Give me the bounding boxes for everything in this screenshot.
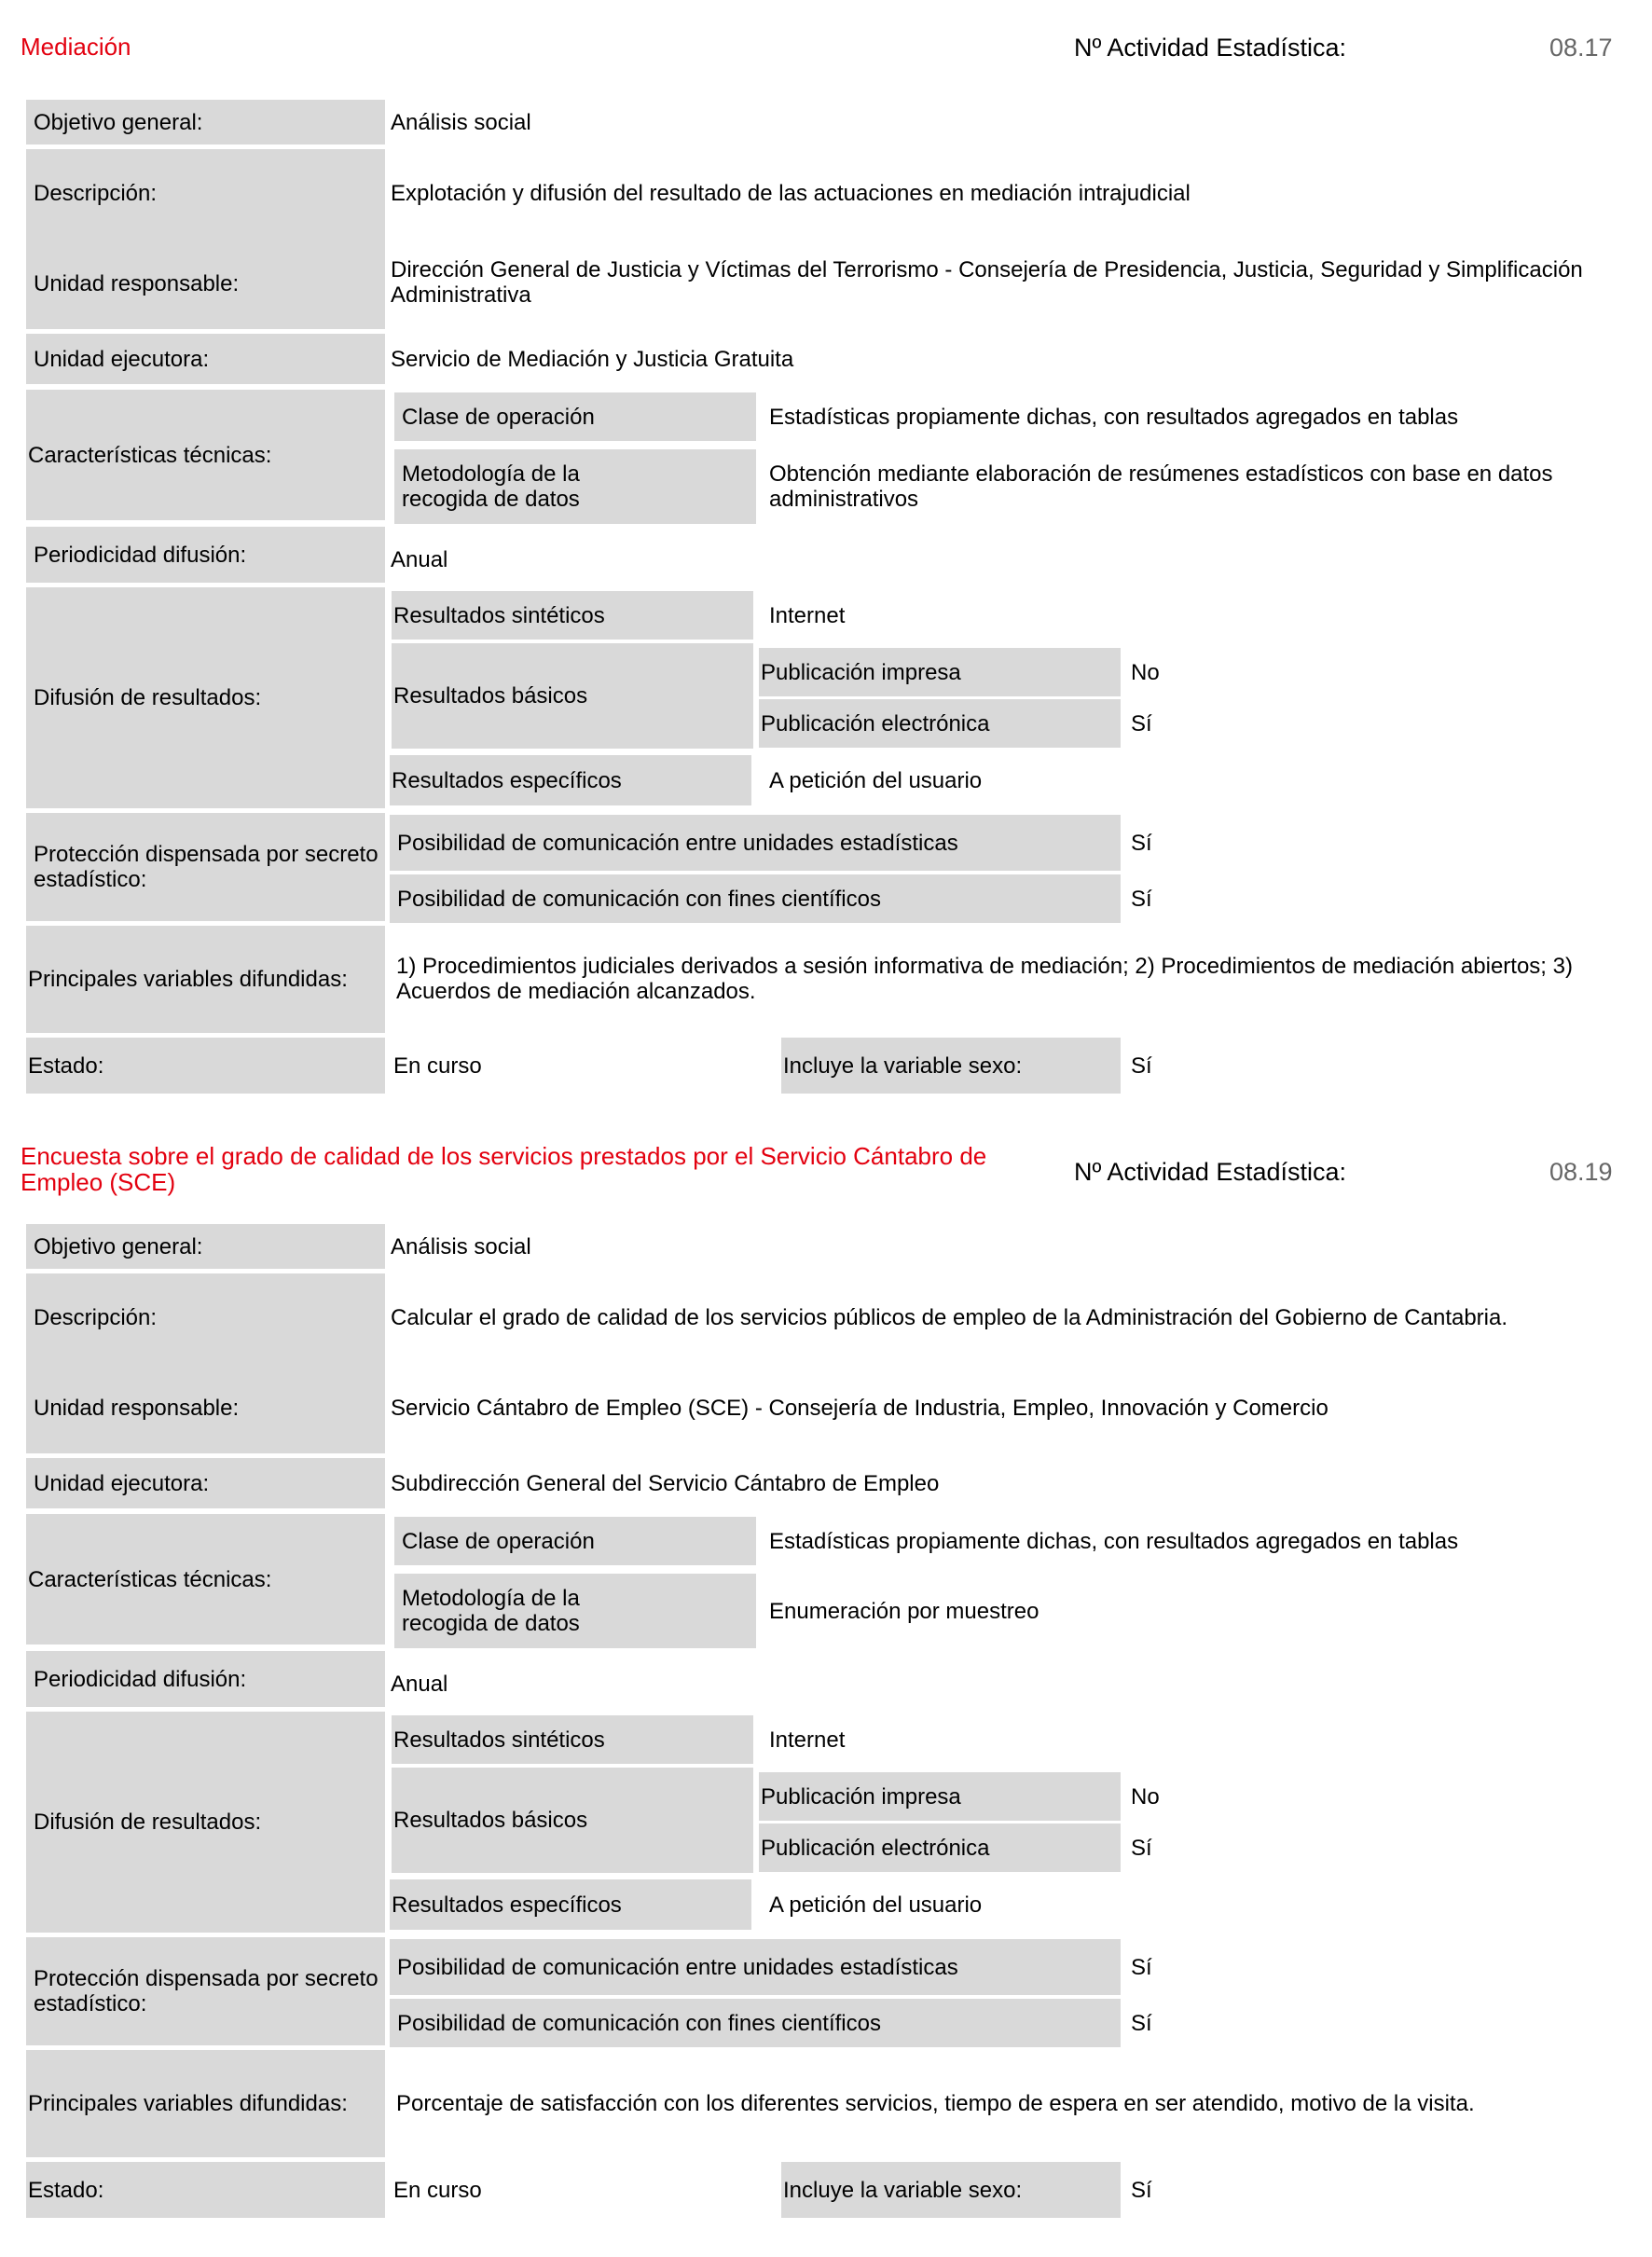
variables-value: 1) Procedimientos judiciales derivados a sesión informativa de mediación; 2) Procedimientos de mediación abiertos; 3) Acuerdos de mediación alcanzados.: [396, 954, 1573, 1004]
metodologia-value: Enumeración por muestreo: [769, 1598, 1039, 1624]
objetivo-value: Análisis social: [391, 109, 531, 135]
pub-impresa-value: No: [1131, 1783, 1160, 1810]
variables-value: Porcentaje de satisfacción con los diferentes servicios, tiempo de espera en ser atendido, motivo de la visita.: [396, 2091, 1475, 2116]
pub-electronica-label: Publicación electrónica: [759, 699, 1121, 748]
com-unidades-value: Sí: [1131, 1954, 1152, 1980]
sexo-value: Sí: [1131, 2177, 1152, 2203]
unidad-ejecutora-label: Unidad ejecutora:: [26, 1458, 385, 1508]
proteccion-label: Protección dispensada por secreto estadístico:: [26, 813, 385, 921]
unidad-responsable-value: Dirección General de Justicia y Víctimas del Terrorismo - Consejería de Presidencia, Justicia, Seguridad y Simplificación Administrativa: [391, 257, 1583, 308]
unidad-responsable-label: Unidad responsable:: [26, 238, 385, 329]
activity-number: 08.17: [1549, 34, 1613, 62]
sexo-value: Sí: [1131, 1053, 1152, 1079]
metodologia-value: Obtención mediante elaboración de resúmenes estadísticos con base en datos administrativos: [769, 461, 1553, 512]
proteccion-label: Protección dispensada por secreto estadístico:: [26, 1937, 385, 2045]
periodicidad-value: Anual: [391, 546, 448, 572]
metodologia-label: Metodología de la recogida de datos: [394, 1574, 756, 1648]
sexo-label: Incluye la variable sexo:: [781, 2162, 1121, 2218]
objetivo-label: Objetivo general:: [26, 1224, 385, 1269]
clase-operacion-value: Estadísticas propiamente dichas, con resultados agregados en tablas: [769, 404, 1459, 430]
unidad-ejecutora-value: Subdirección General del Servicio Cántabro de Empleo: [391, 1470, 940, 1496]
unidad-responsable-value: Servicio Cántabro de Empleo (SCE) - Consejería de Industria, Empleo, Innovación y Comercio: [391, 1395, 1328, 1421]
basicos-label: Resultados básicos: [392, 643, 753, 749]
record-title: Mediación: [21, 33, 131, 61]
record-title: Encuesta sobre el grado de calidad de los servicios prestados por el Servicio Cántabro de Empleo (SCE): [21, 1142, 987, 1196]
periodicidad-value: Anual: [391, 1671, 448, 1697]
periodicidad-label: Periodicidad difusión:: [26, 1651, 385, 1707]
activity-number-label: Nº Actividad Estadística:: [1074, 34, 1346, 62]
basicos-label: Resultados básicos: [392, 1768, 753, 1873]
sinteticos-label: Resultados sintéticos: [392, 591, 753, 640]
descripcion-value: Calcular el grado de calidad de los servicios públicos de empleo de la Administración del Gobierno de Cantabria.: [391, 1305, 1508, 1330]
com-cientificos-value: Sí: [1131, 886, 1152, 912]
estado-label: Estado:: [26, 1038, 385, 1094]
metodologia-label: Metodología de la recogida de datos: [394, 449, 756, 524]
estado-value: En curso: [393, 2177, 482, 2203]
sinteticos-value: Internet: [769, 1727, 846, 1753]
unidad-responsable-label: Unidad responsable:: [26, 1362, 385, 1453]
periodicidad-label: Periodicidad difusión:: [26, 527, 385, 583]
objetivo-label: Objetivo general:: [26, 100, 385, 145]
pub-impresa-label: Publicación impresa: [759, 1772, 1121, 1821]
especificos-value: A petición del usuario: [769, 1892, 983, 1918]
difusion-label: Difusión de resultados:: [26, 1712, 385, 1933]
activity-number: 08.19: [1549, 1158, 1613, 1186]
estado-label: Estado:: [26, 2162, 385, 2218]
clase-operacion-label: Clase de operación: [394, 392, 756, 441]
clase-operacion-label: Clase de operación: [394, 1517, 756, 1565]
unidad-ejecutora-label: Unidad ejecutora:: [26, 334, 385, 384]
clase-operacion-value: Estadísticas propiamente dichas, con resultados agregados en tablas: [769, 1528, 1459, 1554]
difusion-label: Difusión de resultados:: [26, 587, 385, 808]
pub-electronica-label: Publicación electrónica: [759, 1823, 1121, 1872]
pub-impresa-label: Publicación impresa: [759, 648, 1121, 696]
especificos-label: Resultados específicos: [390, 1879, 751, 1930]
pub-electronica-value: Sí: [1131, 1835, 1152, 1861]
especificos-value: A petición del usuario: [769, 767, 983, 793]
descripcion-value: Explotación y difusión del resultado de las actuaciones en mediación intrajudicial: [391, 181, 1191, 206]
variables-label: Principales variables difundidas:: [26, 926, 385, 1033]
com-unidades-label: Posibilidad de comunicación entre unidades estadísticas: [390, 1939, 1121, 1995]
activity-number-label: Nº Actividad Estadística:: [1074, 1158, 1346, 1186]
sexo-label: Incluye la variable sexo:: [781, 1038, 1121, 1094]
pub-impresa-value: No: [1131, 659, 1160, 685]
estado-value: En curso: [393, 1053, 482, 1079]
caracteristicas-label: Características técnicas:: [26, 1514, 385, 1645]
sinteticos-label: Resultados sintéticos: [392, 1715, 753, 1764]
caracteristicas-label: Características técnicas:: [26, 390, 385, 520]
variables-label: Principales variables difundidas:: [26, 2050, 385, 2157]
objetivo-value: Análisis social: [391, 1233, 531, 1259]
descripcion-label: Descripción:: [26, 149, 385, 238]
sinteticos-value: Internet: [769, 602, 846, 628]
com-unidades-value: Sí: [1131, 830, 1152, 856]
especificos-label: Resultados específicos: [390, 755, 751, 805]
com-unidades-label: Posibilidad de comunicación entre unidades estadísticas: [390, 815, 1121, 871]
com-cientificos-value: Sí: [1131, 2010, 1152, 2036]
com-cientificos-label: Posibilidad de comunicación con fines científicos: [390, 1999, 1121, 2047]
pub-electronica-value: Sí: [1131, 710, 1152, 736]
com-cientificos-label: Posibilidad de comunicación con fines científicos: [390, 874, 1121, 923]
unidad-ejecutora-value: Servicio de Mediación y Justicia Gratuita: [391, 346, 794, 372]
descripcion-label: Descripción:: [26, 1273, 385, 1362]
